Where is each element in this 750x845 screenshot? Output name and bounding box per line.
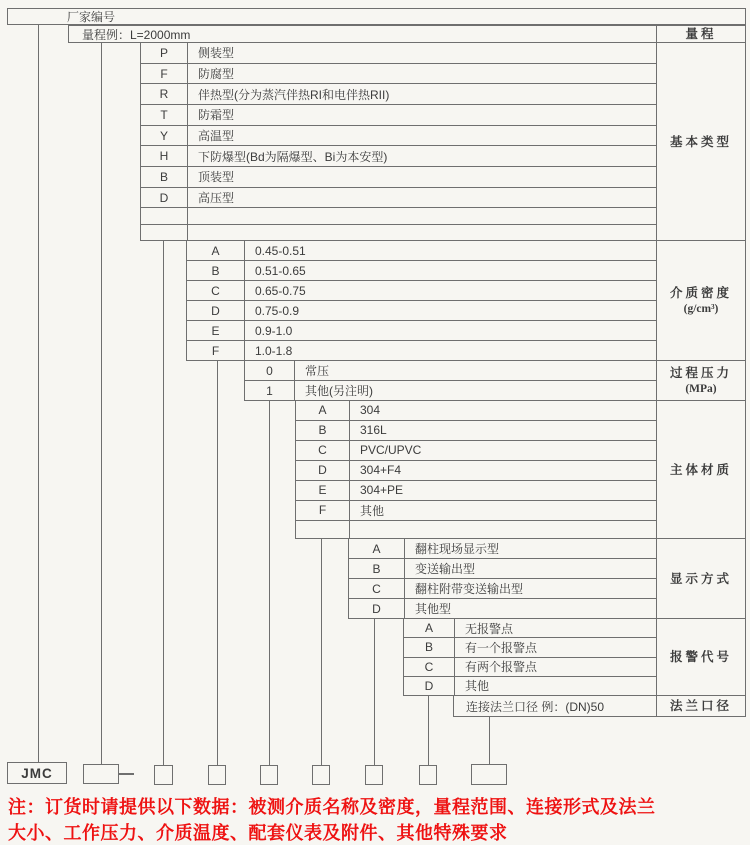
table-row [141, 43, 656, 64]
table-row [296, 501, 656, 521]
desc-cell [188, 208, 656, 223]
code-cell: C [404, 658, 455, 676]
desc-cell: 无报警点 [465, 621, 514, 636]
code-cell: B [296, 421, 350, 440]
connector-line [269, 401, 270, 766]
desc-cell [188, 225, 656, 240]
basic-type-table [140, 42, 657, 241]
desc-cell: 侧装型 [198, 46, 235, 61]
table-row [141, 188, 656, 209]
connector-line [163, 241, 164, 766]
desc-cell: 防腐型 [198, 67, 235, 81]
code-cell: P [141, 43, 188, 63]
category-label-material: 主体材质 [656, 400, 746, 539]
desc-cell: 常压 [305, 364, 330, 378]
code-cell: D [404, 677, 455, 695]
code-cell: 1 [245, 381, 295, 400]
table-row [187, 241, 656, 261]
table-row [404, 658, 656, 677]
connector-line [428, 696, 429, 766]
pressure-table [244, 360, 657, 401]
code-cell: B [404, 638, 455, 656]
code-cell: C [296, 441, 350, 460]
model-box-density [208, 765, 226, 785]
category-label-basic-type: 基本类型 [656, 42, 746, 241]
desc-cell: 316L [360, 423, 387, 438]
table-row-empty [141, 208, 656, 224]
flange-text: 连接法兰口径 例：(DN)50 [466, 699, 605, 714]
desc-cell: 1.0-1.8 [255, 343, 293, 358]
range-row [68, 25, 657, 43]
code-cell: F [141, 64, 188, 84]
category-label-density [656, 240, 746, 361]
model-code-separator [119, 773, 134, 775]
desc-cell: 高温型 [198, 129, 235, 144]
model-box-basic-type [154, 765, 173, 785]
ordering-note [8, 794, 746, 845]
desc-cell: 有一个报警点 [465, 640, 538, 655]
category-label-density-name: 介质密度 [669, 285, 732, 300]
table-row [296, 461, 656, 481]
table-row [404, 677, 656, 695]
desc-cell: 其他 [360, 503, 385, 518]
code-cell: C [187, 281, 245, 300]
model-box-range [83, 764, 119, 784]
desc-cell: 0.65-0.75 [255, 283, 306, 298]
category-label-alarm: 报警代号 [656, 618, 746, 696]
code-cell: R [141, 84, 188, 104]
code-cell: A [187, 241, 245, 260]
desc-cell: 变送输出型 [415, 562, 476, 576]
connector-line [321, 539, 322, 766]
desc-cell: 304 [360, 403, 381, 418]
table-row [187, 341, 656, 360]
code-cell: D [187, 301, 245, 320]
code-cell: T [141, 105, 188, 125]
desc-cell: 304+F4 [360, 463, 402, 478]
table-row [141, 105, 656, 126]
code-cell [141, 225, 188, 240]
desc-cell: 其他 [465, 679, 490, 694]
code-cell: D [296, 461, 350, 480]
table-row [245, 381, 656, 400]
code-cell: C [349, 579, 405, 598]
category-label-pressure [656, 360, 746, 401]
code-cell: F [296, 501, 350, 520]
category-label-range: 量程 [656, 25, 746, 43]
density-table [186, 240, 657, 361]
desc-cell: 翻柱附带变送输出型 [415, 582, 524, 596]
code-cell: A [296, 401, 350, 420]
table-row [296, 481, 656, 501]
desc-cell: 翻柱现场显示型 [415, 542, 500, 556]
desc-cell: 伴热型(分为蒸汽伴热RI和电伴热RII) [198, 87, 390, 102]
category-label-pressure-name: 过程压力 [669, 365, 732, 380]
code-cell: E [296, 481, 350, 500]
code-cell: D [141, 188, 188, 208]
desc-cell: 防霜型 [198, 108, 235, 123]
table-row [141, 146, 656, 167]
connector-line [489, 717, 490, 766]
table-row [349, 539, 656, 559]
ordering-note-line1: 注：订货时请提供以下数据：被测介质名称及密度，量程范围、连接形式及法兰 [8, 797, 656, 817]
category-label-display-mode: 显示方式 [656, 538, 746, 619]
table-row [141, 64, 656, 85]
code-cell: B [349, 559, 405, 578]
desc-cell: 高压型 [198, 191, 235, 206]
model-prefix-box: JMC [7, 762, 67, 784]
code-cell: E [187, 321, 245, 340]
code-cell: B [187, 261, 245, 280]
code-cell: A [404, 619, 455, 637]
table-row [187, 301, 656, 321]
material-table [295, 400, 657, 539]
table-row [296, 441, 656, 461]
table-row-empty [141, 225, 656, 240]
desc-cell: 0.9-1.0 [255, 323, 293, 338]
code-cell: D [349, 599, 405, 618]
table-row [187, 321, 656, 341]
model-box-alarm [419, 765, 437, 785]
table-row [187, 281, 656, 301]
connector-line [38, 24, 39, 763]
table-row [404, 638, 656, 657]
category-label-pressure-unit: (MPa) [685, 382, 717, 395]
code-cell [141, 208, 188, 223]
desc-cell: 0.51-0.65 [255, 263, 306, 278]
alarm-table [403, 618, 657, 696]
table-row-empty [296, 521, 656, 538]
table-row [141, 84, 656, 105]
desc-cell: 其他(另注明) [305, 384, 373, 398]
code-cell: Y [141, 126, 188, 146]
range-example-text: 量程例：L=2000mm [82, 27, 191, 42]
code-cell: 0 [245, 361, 295, 380]
desc-cell: PVC/UPVC [360, 443, 422, 458]
desc-cell: 下防爆型(Bd为隔爆型、Bi为本安型) [198, 149, 388, 164]
desc-cell: 0.45-0.51 [255, 243, 306, 258]
table-row [187, 261, 656, 281]
manufacturer-row [7, 8, 746, 25]
model-box-material [312, 765, 330, 785]
desc-cell: 其他型 [415, 602, 452, 616]
table-row [349, 579, 656, 599]
connector-line [374, 619, 375, 766]
flange-row [453, 695, 657, 717]
connector-line [217, 361, 218, 766]
manufacturer-label: 厂家编号 [67, 10, 116, 24]
table-row [296, 421, 656, 441]
connector-line [101, 43, 102, 765]
desc-cell: 0.75-0.9 [255, 303, 300, 318]
desc-cell: 有两个报警点 [465, 660, 538, 675]
ordering-note-line2: 大小、工作压力、介质温度、配套仪表及附件、其他特殊要求 [8, 823, 508, 843]
table-row [349, 599, 656, 618]
code-cell [296, 521, 350, 538]
table-row [296, 401, 656, 421]
table-row [245, 361, 656, 381]
category-label-density-unit: (g/cm³) [683, 302, 719, 315]
model-box-flange [471, 764, 507, 785]
desc-cell [350, 521, 656, 538]
code-cell: H [141, 146, 188, 166]
table-row [141, 126, 656, 147]
desc-cell: 顶装型 [198, 170, 235, 185]
model-box-display-mode [365, 765, 383, 785]
table-row [349, 559, 656, 579]
code-cell: F [187, 341, 245, 360]
model-box-pressure [260, 765, 278, 785]
category-label-flange: 法兰口径 [656, 695, 746, 717]
code-cell: B [141, 167, 188, 187]
table-row [141, 167, 656, 188]
desc-cell: 304+PE [360, 483, 404, 498]
table-row [404, 619, 656, 638]
code-cell: A [349, 539, 405, 558]
display-mode-table [348, 538, 657, 619]
